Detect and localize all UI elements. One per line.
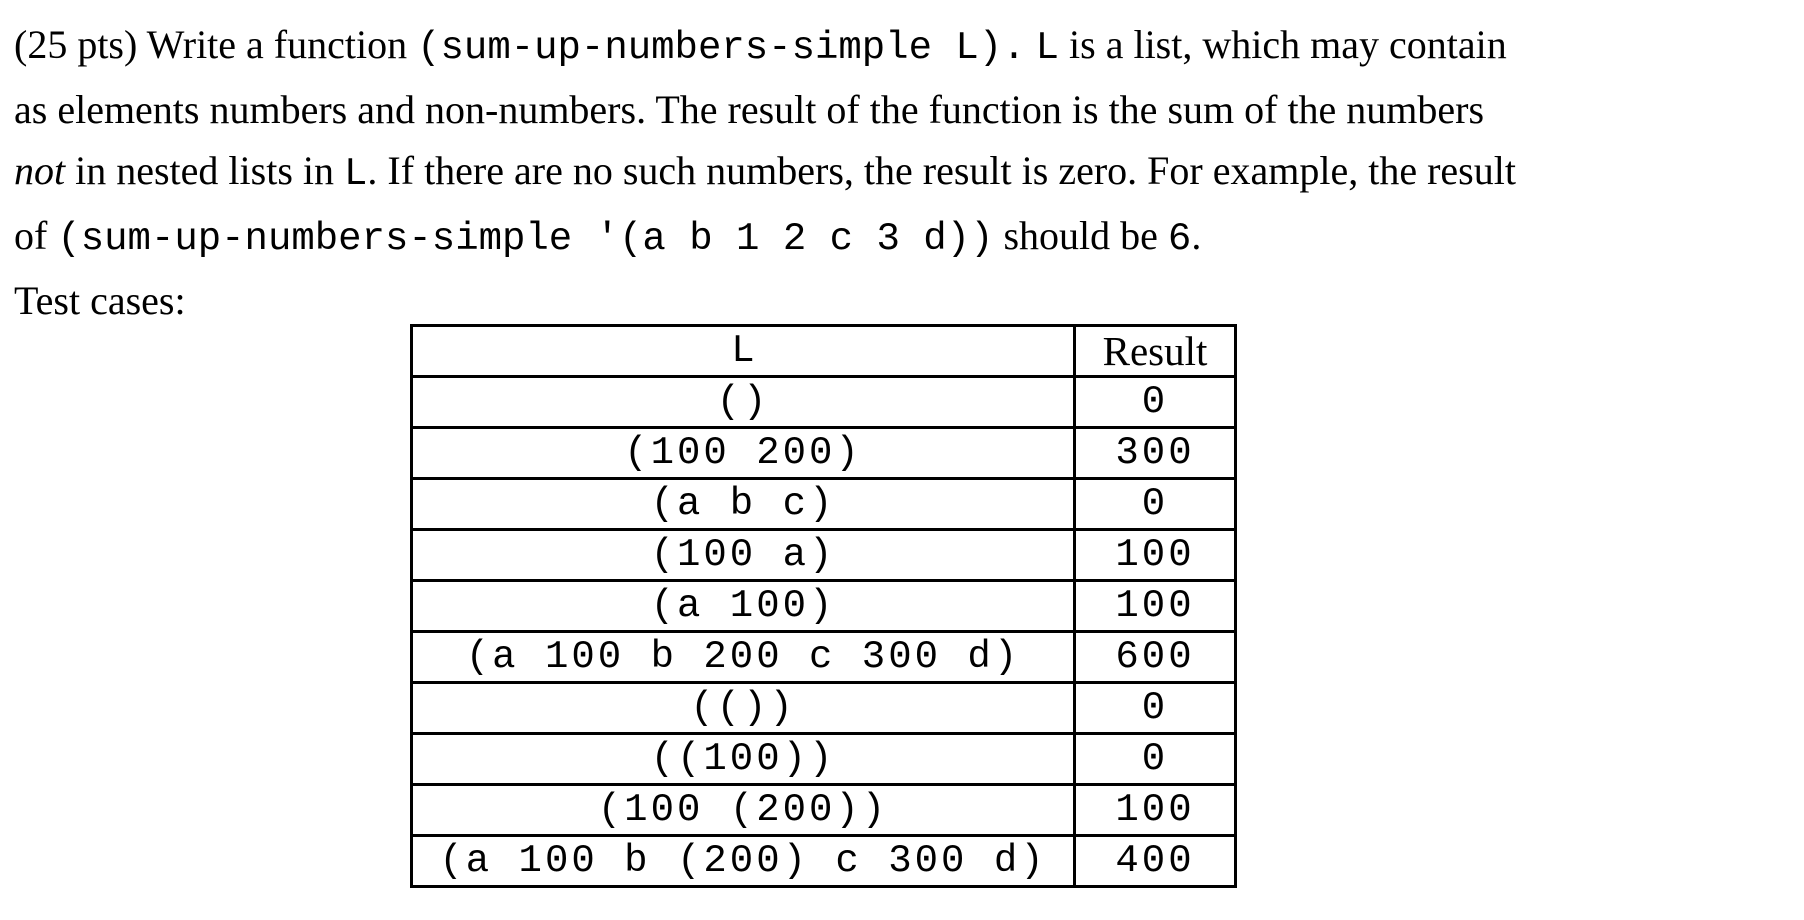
table-cell-input: (a 100 b 200 c 300 d) (412, 632, 1075, 683)
table-row (412, 530, 1236, 581)
parameter-code: L (1035, 26, 1060, 70)
table-cell-result: 100 (1075, 530, 1236, 581)
test-cases-label: Test cases: (14, 278, 186, 323)
table-row (412, 581, 1236, 632)
table-cell-result: 0 (1075, 377, 1236, 428)
table-cell-result: 0 (1075, 479, 1236, 530)
table-cell-input: (a 100) (412, 581, 1075, 632)
statement-line-2 (14, 79, 1734, 140)
table-row (412, 479, 1236, 530)
table-cell-result: 100 (1075, 581, 1236, 632)
statement-line-4 (14, 205, 1734, 270)
table-cell-result: 0 (1075, 683, 1236, 734)
statement-text: of (14, 213, 58, 258)
statement-text: . If there are no such numbers, the result is zero. For example, the result (367, 148, 1516, 193)
table-cell-result: 600 (1075, 632, 1236, 683)
table-row (412, 785, 1236, 836)
statement-text: is a list, which may contain (1059, 22, 1507, 67)
table-row (412, 632, 1236, 683)
column-header-result: Result (1075, 326, 1236, 377)
example-call-code: (sum-up-numbers-simple '(a b 1 2 c 3 d)) (57, 217, 994, 261)
statement-text: in nested lists in (65, 148, 345, 193)
table-cell-input: (100 (200)) (412, 785, 1075, 836)
function-signature-code: (sum-up-numbers-simple L). (417, 26, 1026, 70)
table-cell-input: (a b c) (412, 479, 1075, 530)
column-header-l: L (412, 326, 1075, 377)
table-cell-input: ((100)) (412, 734, 1075, 785)
example-result-code: 6 (1167, 217, 1192, 261)
table-cell-input: (100 200) (412, 428, 1075, 479)
statement-text: as elements numbers and non-numbers. The result of the function is the sum of the numbers (14, 87, 1485, 132)
table-cell-result: 100 (1075, 785, 1236, 836)
table-cell-result: 300 (1075, 428, 1236, 479)
statement-text: (25 pts) Write a function (14, 22, 418, 67)
table-row (412, 683, 1236, 734)
table-cell-input: (a 100 b (200) c 300 d) (412, 836, 1075, 887)
table-cell-result: 400 (1075, 836, 1236, 887)
table-cell-result: 0 (1075, 734, 1236, 785)
parameter-code: L (344, 152, 368, 196)
table-cell-input: (100 a) (412, 530, 1075, 581)
test-cases-table (410, 324, 1237, 888)
table-cell-input: () (412, 377, 1075, 428)
statement-line-1 (14, 14, 1734, 79)
statement-text: . (1191, 213, 1202, 258)
statement-text: should be (993, 213, 1168, 258)
table-row (412, 377, 1236, 428)
table-row (412, 428, 1236, 479)
table-header-row (412, 326, 1236, 377)
table-row (412, 734, 1236, 785)
table-row (412, 836, 1236, 887)
table-cell-input: (()) (412, 683, 1075, 734)
statement-text (1026, 22, 1036, 67)
statement-line-3 (14, 140, 1734, 205)
problem-statement (14, 14, 1734, 331)
emphasis-text: not (14, 148, 66, 193)
